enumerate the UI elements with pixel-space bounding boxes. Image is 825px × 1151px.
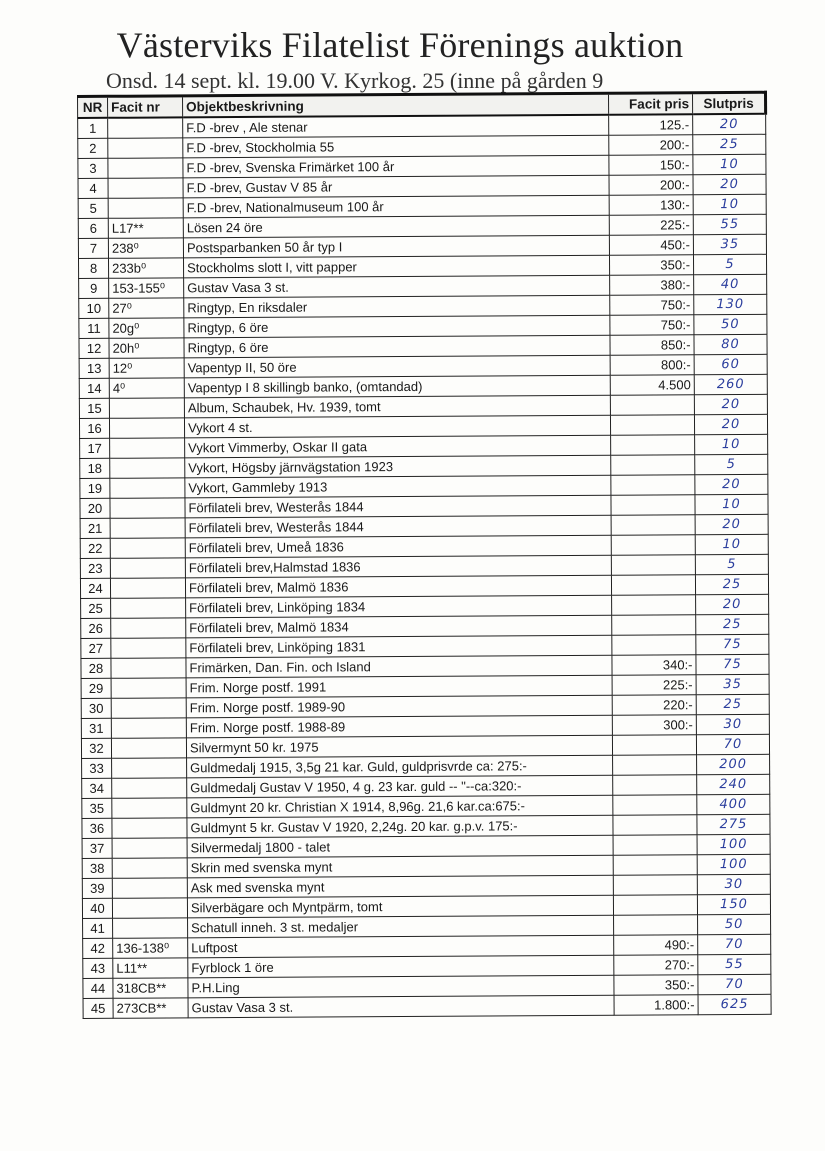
facit-price: 750:- [610,315,694,336]
facit-price: 4.500 [610,375,694,396]
facit-number [109,418,184,438]
object-description: Vykort, Gammleby 1913 [185,475,611,498]
facit-number: 4⁰ [109,378,184,398]
facit-number [110,458,185,478]
lot-number: 24 [80,578,110,598]
final-price-handwritten: 70 [696,734,769,754]
facit-price: 150:- [609,155,693,176]
final-price-handwritten: 20 [695,474,768,494]
object-description: Förfilateli brev, Linköping 1831 [186,635,612,658]
lot-number: 38 [82,858,112,878]
facit-number: 12⁰ [109,358,184,378]
object-description: Vykort 4 st. [184,415,610,438]
final-price-handwritten: 10 [695,434,768,454]
lot-number: 18 [80,458,110,478]
lot-number: 28 [81,658,111,678]
final-price-handwritten: 20 [693,174,766,194]
facit-price [611,435,695,456]
facit-price: 225:- [609,215,693,236]
final-price-handwritten: 55 [698,954,771,974]
lot-number: 13 [79,358,109,378]
object-description: Silvermynt 50 kr. 1975 [186,735,612,758]
lot-number: 26 [81,618,111,638]
auction-table [77,91,773,1019]
final-price-handwritten: 50 [698,914,771,934]
object-description: Schatull inneh. 3 st. medaljer [188,915,614,938]
facit-number [112,818,187,838]
lot-number: 6 [78,218,108,238]
final-price-handwritten: 5 [695,454,768,474]
column-header-slutpris: Slutpris [692,92,765,114]
facit-number [110,518,185,538]
final-price-handwritten: 20 [693,114,766,135]
facit-price [613,775,697,796]
facit-number [110,558,185,578]
facit-number [108,178,183,198]
lot-number: 36 [82,818,112,838]
lot-number: 8 [78,258,108,278]
document-subtitle: Onsd. 14 sept. kl. 19.00 V. Kyrkog. 25 (inne på gården 9 [106,68,604,93]
facit-number [112,798,187,818]
lot-number: 15 [79,398,109,418]
object-description: Lösen 24 öre [183,215,609,238]
facit-number: 238⁰ [108,238,183,258]
facit-price: 750:- [610,295,694,316]
object-description: Fyrblock 1 öre [188,955,614,978]
final-price-handwritten: 10 [695,494,768,514]
document-title: Västerviks Filatelist Förenings auktion [116,25,684,65]
object-description: Frim. Norge postf. 1989-90 [186,695,612,718]
facit-number: 273CB** [113,998,188,1018]
facit-number [111,598,186,618]
lot-number: 10 [79,298,109,318]
final-price-handwritten: 35 [693,234,766,254]
final-price-handwritten: 150 [697,894,770,914]
facit-number [111,718,186,738]
final-price-handwritten: 100 [697,854,770,874]
facit-price: 220:- [612,695,696,716]
lot-number: 14 [79,378,109,398]
final-price-handwritten: 40 [694,274,767,294]
facit-price: 225:- [612,675,696,696]
object-description: Förfilateli brev, Malmö 1834 [186,615,612,638]
object-description: Postsparbanken 50 år typ I [183,235,609,258]
lot-number: 37 [82,838,112,858]
object-description: Guldmedalj Gustav V 1950, 4 g. 23 kar. guld -- "--ca:320:- [187,775,613,798]
final-price-handwritten: 25 [695,574,768,594]
lot-number: 22 [80,538,110,558]
lot-number: 32 [81,738,111,758]
facit-price [613,855,697,876]
facit-price: 130:- [609,195,693,216]
object-description: Förfilateli brev, Malmö 1836 [185,575,611,598]
facit-number [109,398,184,418]
object-description: Vapentyp I 8 skillingb banko, (omtandad) [184,375,610,398]
facit-price [611,475,695,496]
object-description: Guldmynt 20 kr. Christian X 1914, 8,96g. 21,6 kar.ca:675:- [187,795,613,818]
lot-number: 27 [81,638,111,658]
lot-number: 1 [78,118,108,139]
facit-price [612,615,696,636]
final-price-handwritten: 240 [697,774,770,794]
final-price-handwritten: 20 [696,594,769,614]
facit-price [613,755,697,776]
lot-number: 34 [82,778,112,798]
facit-price [613,835,697,856]
object-description: Förfilateli brev,Halmstad 1836 [185,555,611,578]
object-description: Förfilateli brev, Westerås 1844 [185,495,611,518]
facit-number [111,678,186,698]
final-price-handwritten: 100 [697,834,770,854]
facit-number [108,198,183,218]
object-description: Ask med svenska mynt [187,875,613,898]
final-price-handwritten: 10 [695,534,768,554]
facit-price: 300:- [612,715,696,736]
object-description: Ringtyp, 6 öre [184,335,610,358]
facit-number [111,738,186,758]
object-description: F.D -brev, Svenska Frimärket 100 år [183,155,609,178]
object-description: Guldmedalj 1915, 3,5g 21 kar. Guld, guldprisvrde ca: 275:- [187,755,613,778]
facit-price [614,915,698,936]
object-description: Gustav Vasa 3 st. [188,995,614,1018]
facit-number: 27⁰ [109,298,184,318]
facit-number [112,838,187,858]
final-price-handwritten: 5 [693,254,766,274]
column-header-facit-nr: Facit nr [108,96,183,118]
facit-price [613,875,697,896]
facit-number [111,638,186,658]
lot-number: 19 [80,478,110,498]
final-price-handwritten: 20 [695,514,768,534]
facit-number [112,898,187,918]
facit-number [111,618,186,638]
facit-price [613,815,697,836]
object-description: P.H.Ling [188,975,614,998]
facit-number: 153-155⁰ [109,278,184,298]
facit-price [610,415,694,436]
final-price-handwritten: 25 [696,694,769,714]
final-price-handwritten: 80 [694,334,767,354]
final-price-handwritten: 10 [693,154,766,174]
facit-number [111,658,186,678]
object-description: F.D -brev, Stockholmia 55 [183,135,609,158]
final-price-handwritten: 25 [696,614,769,634]
final-price-handwritten: 400 [697,794,770,814]
facit-price [611,555,695,576]
facit-number [112,778,187,798]
column-header-nr: NR [78,96,108,118]
final-price-handwritten: 60 [694,354,767,374]
lot-number: 25 [81,598,111,618]
object-description: Frimärken, Dan. Fin. och Island [186,655,612,678]
final-price-handwritten: 20 [694,414,767,434]
facit-price [612,635,696,656]
facit-number: 20h⁰ [109,338,184,358]
facit-number: 136-138⁰ [113,938,188,958]
facit-number [110,538,185,558]
facit-price: 800:- [610,355,694,376]
facit-number: 20g⁰ [109,318,184,338]
facit-number [113,918,188,938]
facit-number [108,158,183,178]
object-description: Skrin med svenska mynt [187,855,613,878]
lot-number: 39 [82,878,112,898]
final-price-handwritten: 70 [698,934,771,954]
facit-price [611,535,695,556]
object-description: Vapentyp II, 50 öre [184,355,610,378]
lot-number: 12 [79,338,109,358]
facit-number [111,698,186,718]
final-price-handwritten: 5 [695,554,768,574]
lot-number: 11 [79,318,109,338]
object-description: F.D -brev, Nationalmuseum 100 år [183,195,609,218]
facit-price [612,735,696,756]
object-description: Album, Schaubek, Hv. 1939, tomt [184,395,610,418]
final-price-handwritten: 30 [697,874,770,894]
facit-price: 125.- [609,114,693,135]
facit-number [112,758,187,778]
lot-number: 40 [82,898,112,918]
object-description: Silvermedalj 1800 - talet [187,835,613,858]
final-price-handwritten: 10 [693,194,766,214]
facit-number: L11** [113,958,188,978]
final-price-handwritten: 55 [693,214,766,234]
facit-number [108,138,183,158]
lot-number: 42 [83,938,113,958]
facit-number [110,578,185,598]
facit-price [611,495,695,516]
final-price-handwritten: 30 [696,714,769,734]
object-description: F.D -brev, Gustav V 85 år [183,175,609,198]
facit-price [612,595,696,616]
lot-number: 7 [78,238,108,258]
column-header-objektbeskrivning: Objektbeskrivning [183,93,609,117]
object-description: Förfilateli brev, Linköping 1834 [186,595,612,618]
final-price-handwritten: 130 [694,294,767,314]
object-description: F.D -brev , Ale stenar [183,115,609,138]
facit-price: 490:- [614,935,698,956]
lot-number: 3 [78,158,108,178]
final-price-handwritten: 75 [696,654,769,674]
facit-price: 270:- [614,955,698,976]
facit-price [610,395,694,416]
facit-price: 450:- [609,235,693,256]
facit-price: 350:- [614,975,698,996]
facit-number: L17** [108,218,183,238]
lot-number: 16 [79,418,109,438]
facit-price: 380:- [610,275,694,296]
lot-number: 33 [82,758,112,778]
final-price-handwritten: 625 [698,994,771,1014]
final-price-handwritten: 260 [694,374,767,394]
facit-price: 340:- [612,655,696,676]
facit-number: 233b⁰ [108,258,183,278]
lot-number: 35 [82,798,112,818]
object-description: Luftpost [188,935,614,958]
table-row [83,994,771,1018]
object-description: Guldmynt 5 kr. Gustav V 1920, 2,24g. 20 kar. g.p.v. 175:- [187,815,613,838]
lot-number: 43 [83,958,113,978]
facit-number [112,878,187,898]
object-description: Ringtyp, 6 öre [184,315,610,338]
lot-number: 17 [80,438,110,458]
object-description: Frim. Norge postf. 1988-89 [186,715,612,738]
lot-number: 23 [80,558,110,578]
lot-number: 30 [81,698,111,718]
object-description: Gustav Vasa 3 st. [184,275,610,298]
lot-number: 20 [80,498,110,518]
final-price-handwritten: 70 [698,974,771,994]
table-body [78,114,771,1019]
lot-number: 21 [80,518,110,538]
lot-number: 29 [81,678,111,698]
object-description: Vykort, Högsby järnvägstation 1923 [185,455,611,478]
final-price-handwritten: 75 [696,634,769,654]
object-description: Silverbägare och Myntpärm, tomt [187,895,613,918]
final-price-handwritten: 35 [696,674,769,694]
facit-price: 1.800:- [614,995,698,1016]
lot-number: 5 [78,198,108,218]
facit-price: 850:- [610,335,694,356]
facit-number [112,858,187,878]
lot-number: 4 [78,178,108,198]
lot-number: 45 [83,998,113,1018]
facit-number [110,438,185,458]
facit-price [611,515,695,536]
final-price-handwritten: 25 [693,134,766,154]
final-price-handwritten: 50 [694,314,767,334]
object-description: Vykort Vimmerby, Oskar II gata [185,435,611,458]
facit-price: 200:- [609,135,693,156]
lot-number: 9 [79,278,109,298]
object-description: Stockholms slott I, vitt papper [183,255,609,278]
facit-price [611,455,695,476]
facit-number [108,117,183,138]
facit-price [613,895,697,916]
lot-number: 2 [78,138,108,158]
object-description: Förfilateli brev, Westerås 1844 [185,515,611,538]
lot-number: 31 [81,718,111,738]
final-price-handwritten: 20 [694,394,767,414]
lot-number: 44 [83,978,113,998]
column-header-facit-pris: Facit pris [608,93,692,115]
object-description: Ringtyp, En riksdaler [184,295,610,318]
facit-number [110,498,185,518]
final-price-handwritten: 200 [697,754,770,774]
lot-number: 41 [83,918,113,938]
facit-price [613,795,697,816]
facit-number: 318CB** [113,978,188,998]
facit-number [110,478,185,498]
final-price-handwritten: 275 [697,814,770,834]
object-description: Frim. Norge postf. 1991 [186,675,612,698]
facit-price [611,575,695,596]
object-description: Förfilateli brev, Umeå 1836 [185,535,611,558]
facit-price: 350:- [609,255,693,276]
facit-price: 200:- [609,175,693,196]
